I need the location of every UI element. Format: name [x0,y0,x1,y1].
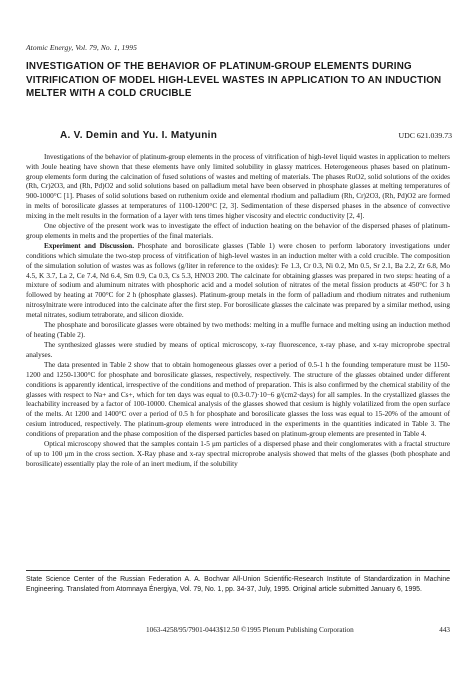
paragraph-5: The synthesized glasses were studied by means of optical microscopy, x-ray fluorescence, x-ray phase, and x-ray microprobe spectral analyses. [26,341,450,359]
paragraph-6: The data presented in Table 2 show that to obtain homogeneous glasses over a period of 0.5-1 h the founding temperature must be 1150-1200 and 1250-1300°C for phosphate and borosilicate glasses, respectively, respectively. The structure of the glasses obtained under different conditions is apparently identical, irrespective of the conditions and method of preparation. This is also confirmed by the chemical stability of the glasses with respect to Na+ and Cs+, which for ten days was equal to (0.3-0.7)·10−6 g/(cm2·days) for all samples. In the crystallized glasses the leachability increased by a factor of 100-10000. Chemical analysis of the glasses showed that cesium is highly volatilized from the open surface of the melts. At 1200 and 1400°C over a period of 0.5 h for phosphate and borosilicate glasses the loss was equal to 15-20% of the amount of cesium introduced, respectively. The platinum-group elements were introduced in the experiments in the quantities indicated in Table 3. The conditions of preparation and the phase composition of the dispersed particles based on platinum-group elements are presented in Table 4. [26,361,450,438]
copyright-line: 1063-4258/95/7901-0443$12.50 ©1995 Plenum Publishing Corporation [146,626,354,634]
paragraph-2: One objective of the present work was to investigate the effect of induction heating on the behavior of the dispersed phases of platinum-group elements in melts and the properties of the final materials. [26,222,450,240]
page-number: 443 [439,626,450,634]
paragraph-3-text: Phosphate and borosilicate glasses (Table 1) were chosen to perform laboratory investigations under conditions which simulate the two-step process of vitrification of high-level wastes in an induction melter with a cold crucible. The composition of the simulation solution of wastes was as follows (g/liter in reference to the oxides): Fe 1.3, Cr 0.3, Ni 0.2, Mn 0.5, Sr 2.1, Ba 2.2, Zr 6.8, Mo 4.5, K 3.7, La 2, Ce 7.4, Nd 6.4, Sm 0.9, Ca 0.3, Cs 5.3, HNO3 200. The calcinate for obtaining glasses was prepared in two steps: heating of a mixture of sodium and aluminum nitrates with phosphoric acid and a model solution of nitrates of the metal fission products at 450°C for 3 h followed by heating at 700°C for 2 h (phosphate glasses). Platinum-group metals in the form of palladium and rhodium nitrates and ruthenium nitrosylnitrate were introduced into the calcinate after the first step. For borosilicate glasses the calcinate was prepared by a similar method, using metal nitrates, sodium tetraborate, and silicon dioxide. [26,242,450,319]
paragraph-1: Investigations of the behavior of platinum-group elements in the process of vitrification of high-level liquid wastes in application to melters with Joule heating have shown that these elements have only limited solubility in glassy matrices. Heterogeneous phases based on platinum-group elements form during the calcination of fused solutions of wastes and melting of materials. The phases RuO2, solid solutions of the oxides (Rh, Cr)2O3, and (Rh, Pd)O2 and solid solutions based on palladium metal have been observed in phosphate glasses at melting temperatures of 900-1000°C [1]. Phases of solid solutions based on ruthenium oxide and elemental rhodium and palladium (Rh, Cr)2O3, (Rh, Pd)O2 are formed in melts of borosilicate glasses at temperatures of 1100-1200°C [2, 3]. Sedimentation of these dispersed phases in the absence of convective mixing in the melt results in the formation of a layer with tens times higher viscosity and electric conductivity [2, 4]. [26,153,450,220]
article-body [26,153,450,470]
article-title: INVESTIGATION OF THE BEHAVIOR OF PLATINUM-GROUP ELEMENTS DURING VITRIFICATION OF MODEL HIGH-LEVEL WASTES IN APPLICATION TO AN INDUCTION MELTER WITH A COLD CRUCIBLE [26,61,442,100]
affiliation-footnote: State Science Center of the Russian Federation A. A. Bochvar All-Union Scientific-Research Institute of Standardization in Machine Engineering. Translated from Atomnaya Énergiya, Vol. 79, No. 1, pp. 34-37, July, 1995. Original article submitted January 6, 1995. [26,576,450,593]
journal-citation: Atomic Energy, Vol. 79, No. 1, 1995 [26,43,137,52]
page-footer [26,626,450,638]
author-row [60,130,452,144]
section-heading: Experiment and Discussion. [44,242,135,251]
authors: A. V. Demin and Yu. I. Matyunin [60,130,218,141]
paragraph-4: The phosphate and borosilicate glasses were obtained by two methods: melting in a muffle furnace and melting using an induction method of heating (Table 2). [26,321,450,339]
paragraph-7: Optical microscopy showed that the samples contain 1-5 μm particles of a dispersed phase and their conglomerates with a fractal structure of up to 100 μm in the cross section. X-Ray phase and x-ray spectral microprobe analysis showed that melts of the glasses (both phosphate and borosilicate) essentially play the role of an inert medium, if the solubility [26,440,450,468]
footnote-divider [26,570,450,571]
paragraph-3 [26,242,450,320]
udc-code: UDC 621.039.73 [398,131,452,140]
